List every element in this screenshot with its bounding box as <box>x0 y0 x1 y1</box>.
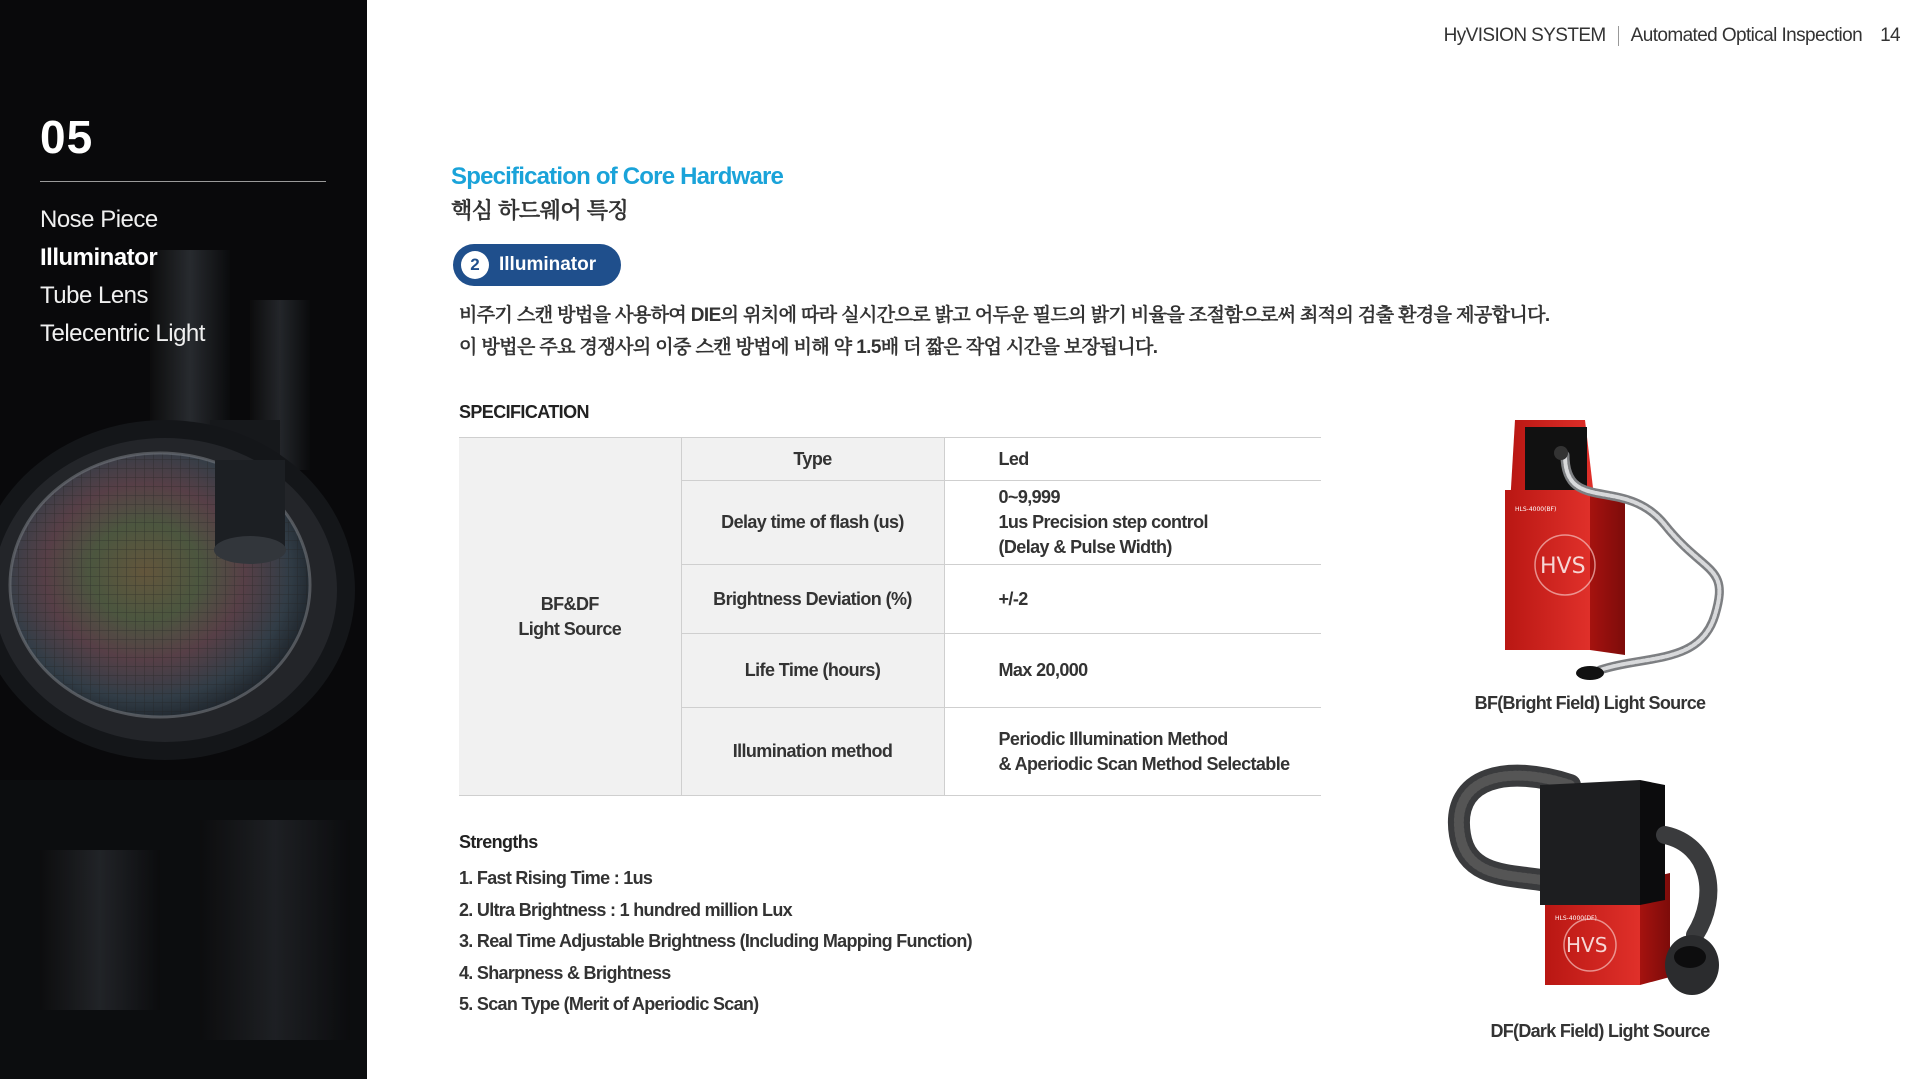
list-item: 4. Sharpness & Brightness <box>459 962 671 983</box>
list-item: 3. Real Time Adjustable Brightness (Including Mapping Function) <box>459 931 972 951</box>
bf-logo-text: HVS <box>1540 554 1586 579</box>
df-logo-text: HVS <box>1566 933 1608 957</box>
header-divider <box>1618 26 1619 46</box>
spec-key: Brightness Deviation (%) <box>681 565 944 634</box>
description-line: 비주기 스캔 방법을 사용하여 DIE의 위치에 따라 실시간으로 밝고 어두운 필드의 밝기 비율을 조절함으로써 최적의 검출 환경을 제공합니다. <box>459 305 1550 326</box>
strengths-heading: Strengths <box>459 832 538 852</box>
spec-key: Type <box>681 438 944 481</box>
bf-light-source-image <box>1495 415 1745 685</box>
list-item: 2. Ultra Brightness : 1 hundred million Lux <box>459 899 792 920</box>
spec-value <box>944 438 1321 481</box>
nav-item-illuminator[interactable]: Illuminator <box>40 244 158 271</box>
spec-value-line: Led <box>998 448 1029 469</box>
spec-value-line: & Aperiodic Scan Method Selectable <box>998 753 1290 774</box>
spec-value-line: Periodic Illumination Method <box>998 728 1228 749</box>
nav-item-telecentric-light[interactable]: Telecentric Light <box>40 320 205 347</box>
page-number: 14 <box>1880 25 1900 46</box>
page-subtitle: 핵심 하드웨어 특징 <box>451 198 629 223</box>
page-title: Specification of Core Hardware <box>451 163 784 190</box>
spec-value <box>944 481 1321 565</box>
page-header <box>1444 22 1900 50</box>
list-item: 1. Fast Rising Time : 1us <box>459 868 653 888</box>
spec-value-line: 1us Precision step control <box>998 512 1208 532</box>
description <box>459 300 1550 364</box>
chapter-number: 05 <box>40 111 94 163</box>
badge-number: 2 <box>461 251 489 279</box>
spec-value <box>944 565 1321 634</box>
spec-value-line: Max 20,000 <box>998 660 1088 680</box>
brand-name: HyVISION SYSTEM <box>1443 25 1606 46</box>
description-line: 이 방법은 주요 경쟁사의 이중 스캔 방법에 비해 약 1.5배 더 짧은 작업 시간을 보장됩니다. <box>459 337 1158 358</box>
spec-value-line: 0~9,999 <box>998 487 1060 507</box>
spec-heading: SPECIFICATION <box>459 402 589 422</box>
spec-key: Delay time of flash (us) <box>681 481 944 565</box>
spec-table <box>459 437 1321 796</box>
list-item: 5. Scan Type (Merit of Aperiodic Scan) <box>459 994 759 1014</box>
section-name: Automated Optical Inspection <box>1630 25 1863 46</box>
badge-label: Illuminator <box>499 254 597 275</box>
spec-value <box>944 634 1321 708</box>
bf-model-text: HLS-4000(BF) <box>1515 506 1557 513</box>
light-source-line: BF&DF <box>540 593 599 614</box>
chapter-sidebar <box>0 0 367 1079</box>
spec-value-line: +/-2 <box>998 588 1028 609</box>
light-source-cell <box>459 438 681 796</box>
strengths-list <box>459 864 972 1022</box>
light-source-line: Light Source <box>518 618 622 639</box>
bf-caption: BF(Bright Field) Light Source <box>1474 693 1706 713</box>
section-badge <box>453 244 621 286</box>
chapter-divider <box>40 181 326 182</box>
spec-key: Illumination method <box>681 708 944 796</box>
chapter-nav <box>40 203 205 355</box>
nav-item-nose-piece[interactable]: Nose Piece <box>40 206 158 233</box>
df-light-source-image <box>1430 755 1740 1010</box>
df-model-text: HLS-4000(DF) <box>1555 915 1597 922</box>
table-row <box>459 438 1321 481</box>
df-caption: DF(Dark Field) Light Source <box>1490 1021 1710 1041</box>
spec-value-line: (Delay & Pulse Width) <box>998 537 1172 557</box>
nav-item-tube-lens[interactable]: Tube Lens <box>40 282 149 309</box>
spec-key: Life Time (hours) <box>681 634 944 708</box>
spec-value <box>944 708 1321 796</box>
